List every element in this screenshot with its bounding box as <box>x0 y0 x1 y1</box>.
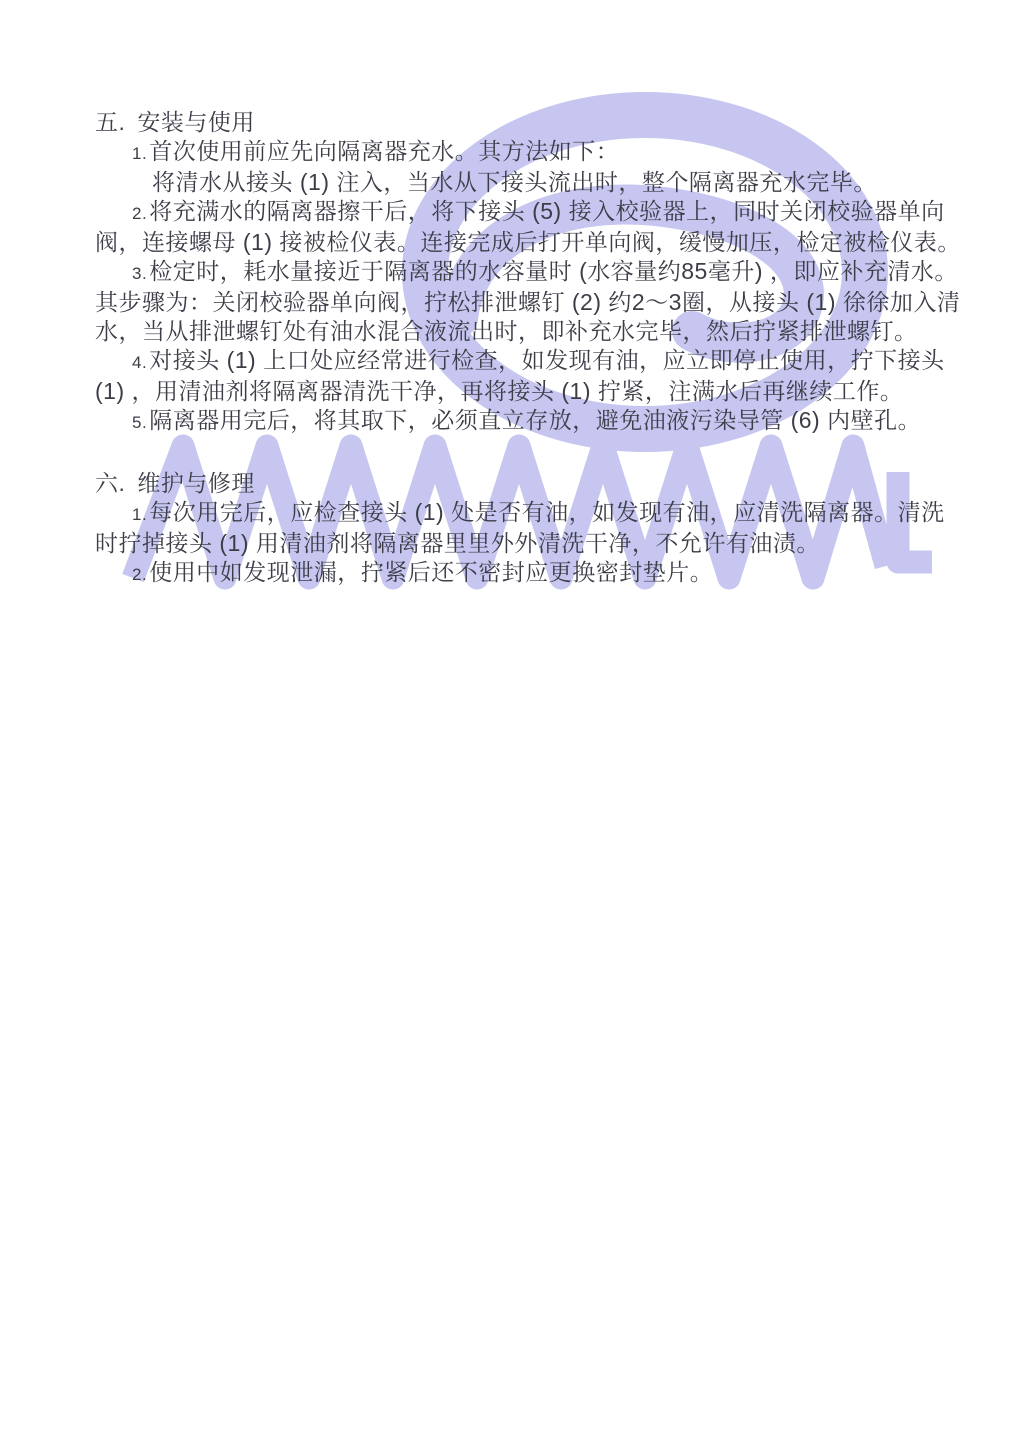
text-line <box>95 257 958 288</box>
text-line <box>95 288 961 317</box>
text-line <box>95 228 961 257</box>
text-line <box>95 137 945 168</box>
section-heading <box>95 468 945 498</box>
list-item-number: 2. <box>132 565 148 584</box>
text-line <box>95 498 945 529</box>
list-item-number: 3. <box>132 264 148 283</box>
text-line <box>95 529 945 558</box>
text-line <box>95 197 945 228</box>
list-item-number: 2. <box>132 204 148 223</box>
section-title: 维护与修理 <box>137 470 255 496</box>
line-text: 检定时，耗水量接近于隔离器的水容量时 (水容量约85毫升) ，即应补充清水。 <box>149 258 958 284</box>
line-text: (1) ，用清油剂将隔离器清洗干净，再将接头 (1) 拧紧，注满水后再继续工作。 <box>95 378 904 404</box>
line-text: 时拧掉接头 (1) 用清油剂将隔离器里里外外清洗干净，不允许有油渍。 <box>95 530 820 556</box>
line-text: 对接头 (1) 上口处应经常进行检查，如发现有油，应立即停止使用，拧下接头 <box>149 347 945 373</box>
line-text: 首次使用前应先向隔离器充水。其方法如下： <box>149 138 620 164</box>
section-title: 安装与使用 <box>137 109 255 135</box>
line-text: 其步骤为：关闭校验器单向阀，拧松排泄螺钉 (2) 约2～3圈，从接头 (1) 徐徐加入清 <box>95 289 961 315</box>
section-heading <box>95 107 945 137</box>
list-item-number: 5. <box>132 413 148 432</box>
text-line <box>95 406 945 437</box>
list-item-number: 1. <box>132 505 148 524</box>
text-line <box>95 558 945 589</box>
text-line <box>95 317 945 346</box>
document-section <box>95 107 961 437</box>
line-text: 水，当从排泄螺钉处有油水混合液流出时，即补充水完毕，然后拧紧排泄螺钉。 <box>95 318 918 344</box>
line-text: 使用中如发现泄漏，拧紧后还不密封应更换密封垫片。 <box>149 559 714 585</box>
text-line <box>95 377 945 406</box>
text-line <box>95 346 945 377</box>
section-number: 五. <box>95 109 126 135</box>
list-item-number: 4. <box>132 353 148 372</box>
line-text: 阀，连接螺母 (1) 接被检仪表。连接完成后打开单向阀，缓慢加压，检定被检仪表。 <box>95 229 961 255</box>
section-number: 六. <box>95 470 126 496</box>
document-section <box>95 468 945 589</box>
document-content <box>95 107 961 589</box>
line-text: 隔离器用完后，将其取下，必须直立存放，避免油液污染导管 (6) 内壁孔。 <box>149 407 922 433</box>
list-item-number: 1. <box>132 144 148 163</box>
line-text: 将充满水的隔离器擦干后，将下接头 (5) 接入校验器上，同时关闭校验器单向 <box>149 198 945 224</box>
line-text: 每次用完后，应检查接头 (1) 处是否有油，如发现有油，应清洗隔离器。清洗 <box>149 499 945 525</box>
text-line <box>95 168 945 197</box>
line-text: 将清水从接头 (1) 注入，当水从下接头流出时，整个隔离器充水完毕。 <box>152 169 877 195</box>
